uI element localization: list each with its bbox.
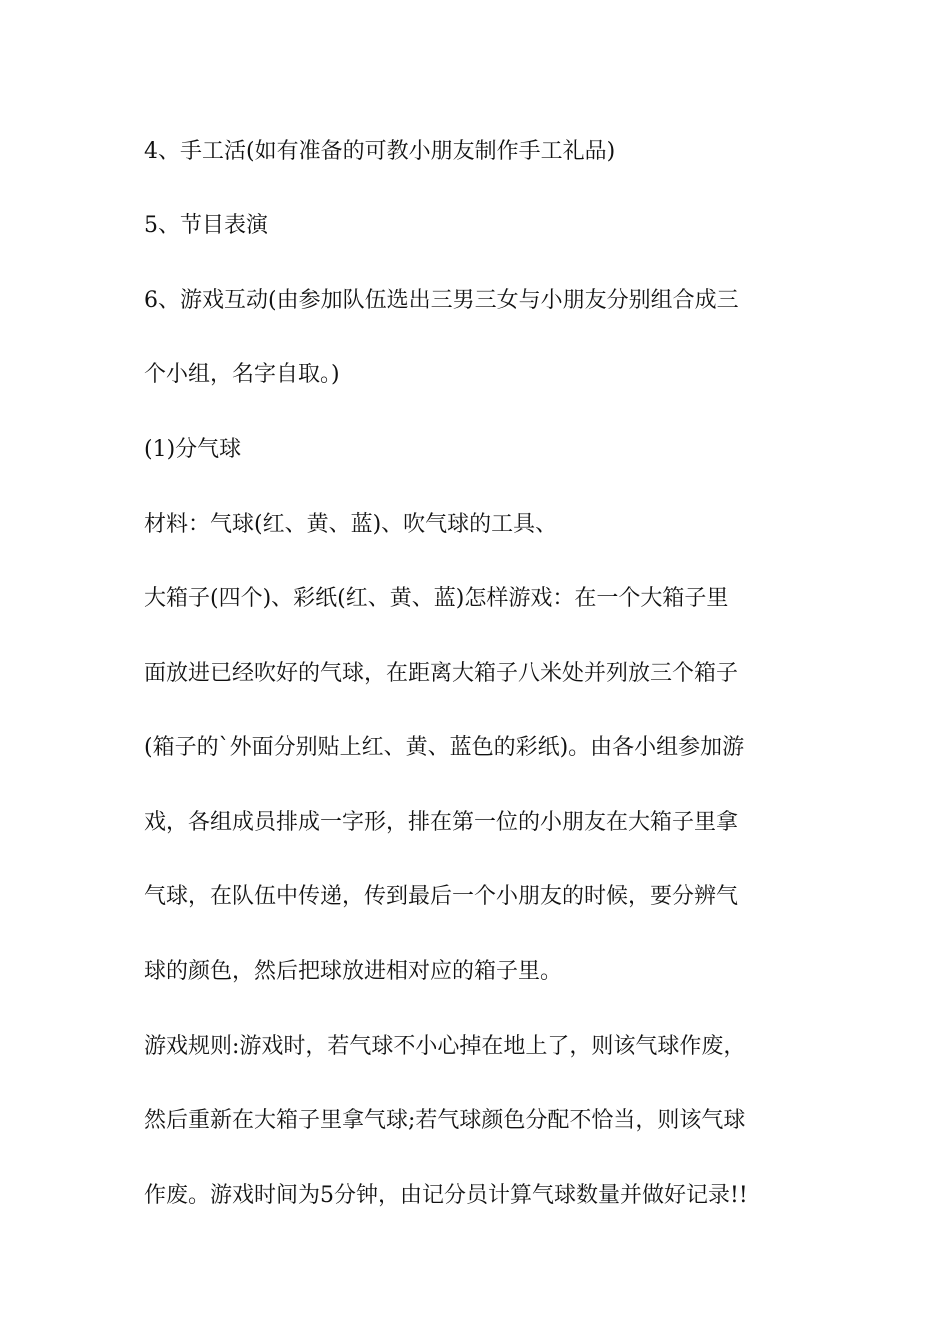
text-line: 戏，各组成员排成一字形，排在第一位的小朋友在大箱子里拿 [144,810,739,835]
text-line: 游戏规则:游戏时，若气球不小心掉在地上了，则该气球作废， [144,1034,746,1059]
text-line: (箱子的`外面分别贴上红、黄、蓝色的彩纸)。由各小组参加游 [144,735,745,760]
text-line: 4、手工活(如有准备的可教小朋友制作手工礼品) [144,139,616,164]
text-line: 作废。游戏时间为5分钟，由记分员计算气球数量并做好记录!! [144,1183,748,1208]
text-line: 气球，在队伍中传递，传到最后一个小朋友的时候，要分辨气 [144,884,739,909]
text-line: 个小组，名字自取。) [144,362,340,387]
text-line: 面放进已经吹好的气球，在距离大箱子八米处并列放三个箱子 [144,661,739,686]
text-line: 5、节目表演 [144,213,268,238]
text-line: 然后重新在大箱子里拿气球;若气球颜色分配不恰当，则该气球 [144,1108,746,1133]
text-line: 6、游戏互动(由参加队伍选出三男三女与小朋友分别组合成三 [144,288,739,313]
text-line: 球的颜色，然后把球放进相对应的箱子里。 [144,959,563,984]
text-line: 大箱子(四个)、彩纸(红、黄、蓝)怎样游戏：在一个大箱子里 [144,586,729,611]
text-line: (1)分气球 [144,437,242,462]
text-line: 材料：气球(红、黄、蓝)、吹气球的工具、 [144,512,558,537]
